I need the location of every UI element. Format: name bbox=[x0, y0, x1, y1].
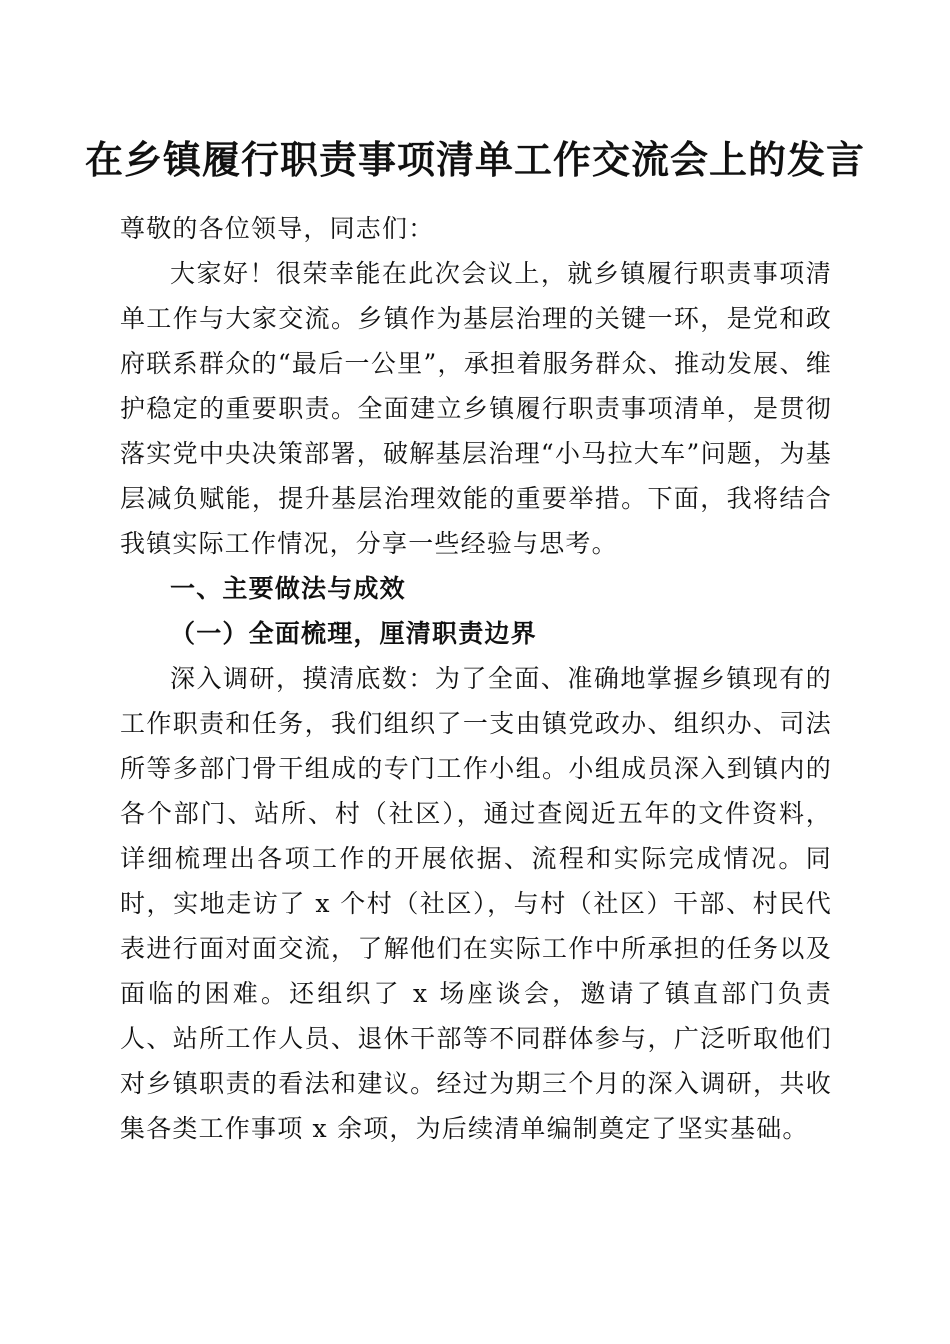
section-heading-1: 一、主要做法与成效 bbox=[170, 574, 406, 603]
subsection-heading-1: （一）全面梳理，厘清职责边界 bbox=[170, 619, 537, 648]
intro-paragraph: 大家好！很荣幸能在此次会议上，就乡镇履行职责事项清单工作与大家交流。乡镇作为基层治理的关键一环，是党和政府联系群众的“最后一公里”，承担着服务群众、推动发展、维护稳定的重要职责。全面建立乡镇履行职责事项清单，是贯彻落实党中央决策部署，破解基层治理“小马拉大车”问题，为基层减负赋能，提升基层治理效能的重要举措。下面，我将结合我镇实际工作情况，分享一些经验与思考。 bbox=[120, 259, 832, 558]
document-body bbox=[120, 206, 832, 1151]
document-title: 在乡镇履行职责事项清单工作交流会上的发言 bbox=[84, 137, 865, 182]
salutation: 尊敬的各位领导，同志们： bbox=[120, 214, 435, 243]
subsection-paragraph-1: 深入调研，摸清底数：为了全面、准确地掌握乡镇现有的工作职责和任务，我们组织了一支由镇党政办、组织办、司法所等多部门骨干组成的专门工作小组。小组成员深入到镇内的各个部门、站所、村（社区），通过查阅近五年的文件资料，详细梳理出各项工作的开展依据、流程和实际完成情况。同时，实地走访了 x 个村（社区），与村（社区）干部、村民代表进行面对面交流，了解他们在实际工作中所承担的任务以及面临的困难。还组织了 x 场座谈会，邀请了镇直部门负责人、站所工作人员、退休干部等不同群体参与，广泛听取他们对乡镇职责的看法和建议。经过为期三个月的深入调研，共收集各类工作事项 x 余项，为后续清单编制奠定了坚实基础。 bbox=[120, 664, 832, 1143]
